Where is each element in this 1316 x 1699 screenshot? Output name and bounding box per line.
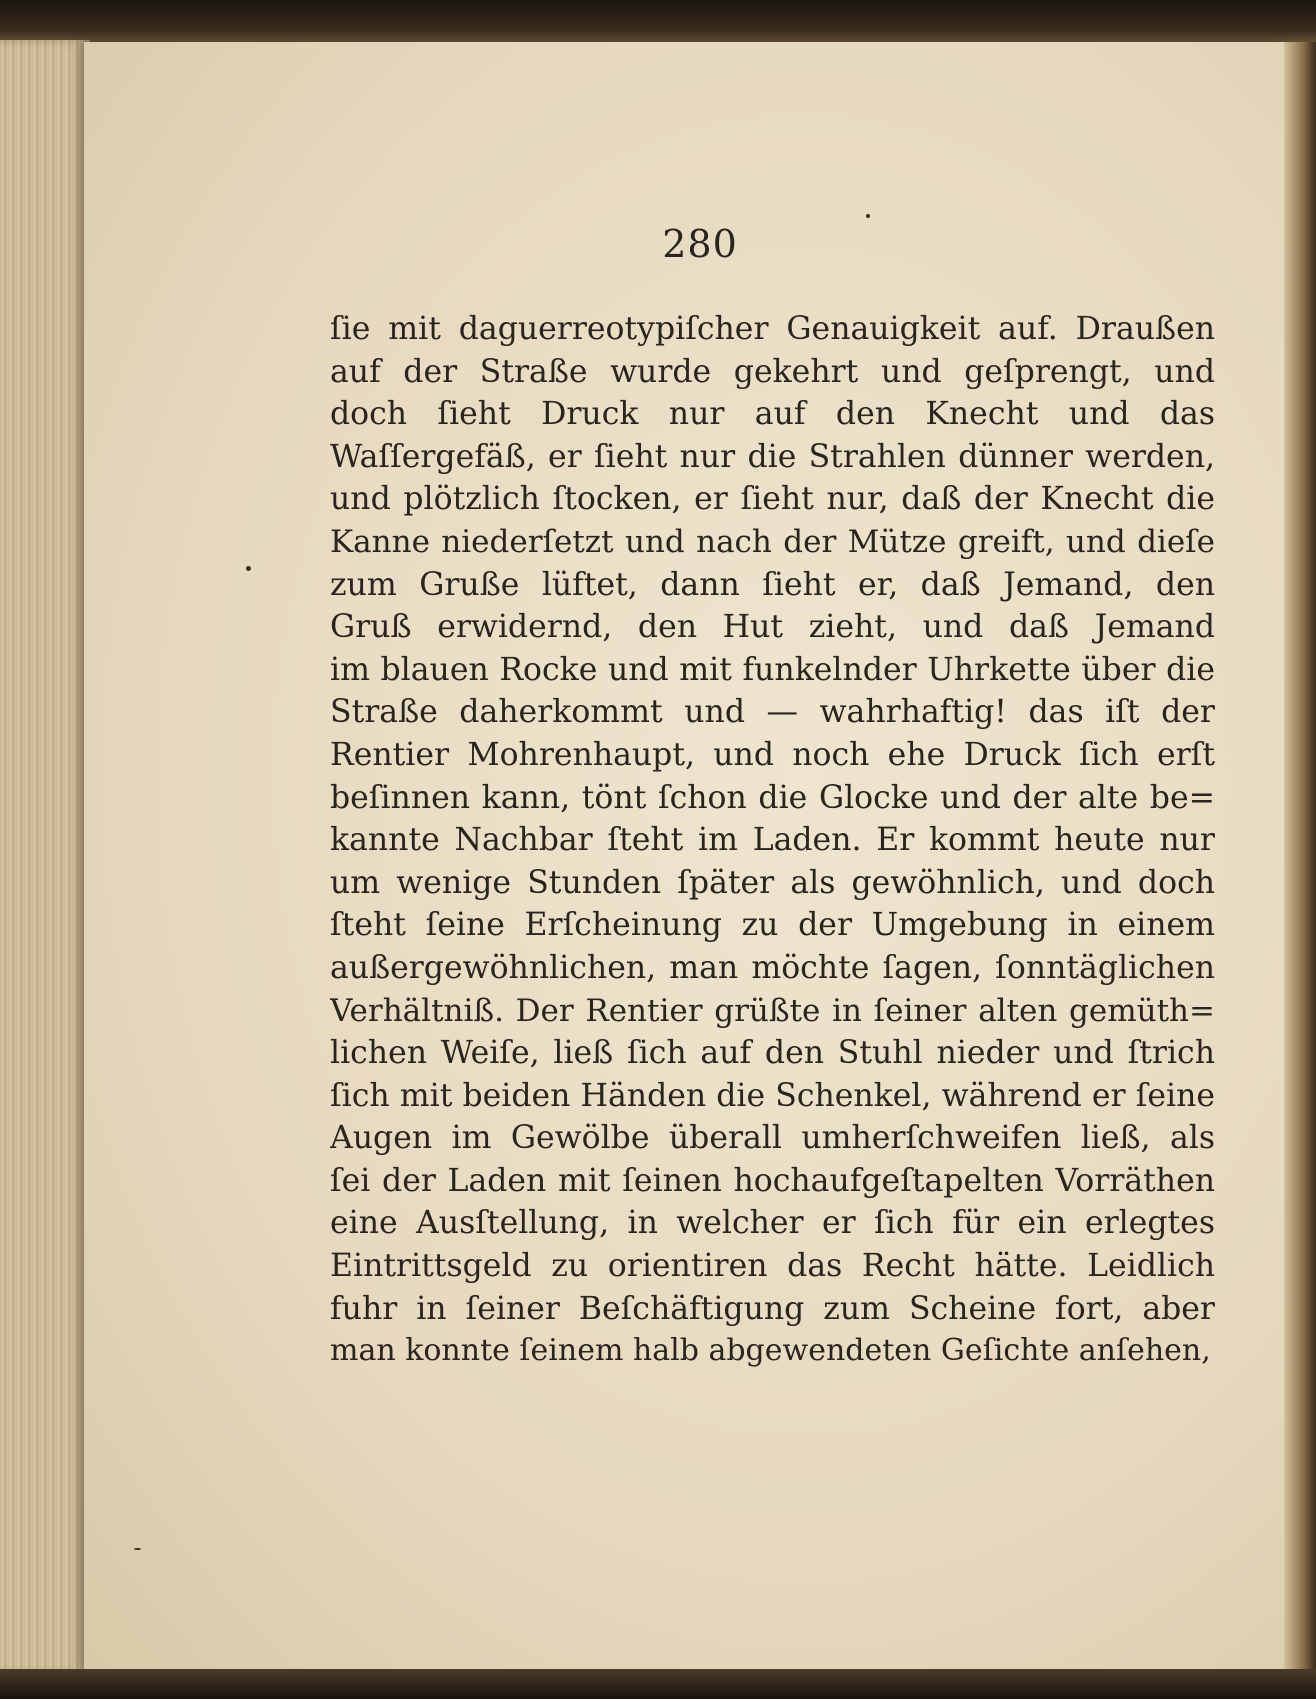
paper-speck bbox=[866, 214, 870, 218]
text-line: Straße daherkommt und — wahrhaftig! das iſt der bbox=[330, 694, 1215, 731]
body-text bbox=[330, 308, 1215, 1373]
text-line: auf der Straße wurde gekehrt und geſprengt, und bbox=[330, 353, 1215, 390]
text-line: Eintrittsgeld zu orientiren das Recht hätte. Leidlich bbox=[330, 1248, 1215, 1285]
text-line: um wenige Stunden ſpäter als gewöhnlich, und doch bbox=[330, 864, 1215, 901]
text-line: Waſſergefäß, er ſieht nur die Strahlen dünner werden, bbox=[330, 438, 1215, 475]
text-line: im blauen Rocke und mit funkelnder Uhrkette über die bbox=[330, 651, 1215, 688]
book-bottom-edge bbox=[0, 1669, 1316, 1699]
text-line: eine Ausſtellung, in welcher er ſich für ein erlegtes bbox=[330, 1205, 1215, 1242]
text-line: Gruß erwidernd, den Hut zieht, und daß Jemand bbox=[330, 609, 1215, 646]
text-line: lichen Weiſe, ließ ſich auf den Stuhl nieder und ſtrich bbox=[330, 1035, 1215, 1072]
text-line: Augen im Gewölbe überall umherſchweifen ließ, als bbox=[330, 1120, 1215, 1157]
left-page-stack bbox=[0, 40, 90, 1675]
text-line: fuhr in ſeiner Beſchäftigung zum Scheine fort, aber bbox=[330, 1290, 1215, 1327]
book-binding-edge bbox=[1284, 42, 1316, 1672]
text-line: zum Gruße lüftet, dann ſieht er, daß Jemand, den bbox=[330, 566, 1215, 603]
text-line: ſei der Laden mit ſeinen hochaufgeſtapelten Vorräthen bbox=[330, 1162, 1215, 1199]
page-number: 280 bbox=[662, 222, 738, 266]
text-line: außergewöhnlichen, man möchte ſagen, ſonntäglichen bbox=[330, 949, 1215, 986]
paper-speck bbox=[134, 1548, 141, 1550]
text-line: Verhältniß. Der Rentier grüßte in ſeiner alten gemüth= bbox=[330, 992, 1215, 1029]
text-line: Rentier Mohrenhaupt, und noch ehe Druck ſich erſt bbox=[330, 736, 1215, 773]
text-line: man konnte ſeinem halb abgewendeten Geſichte anſehen, bbox=[330, 1333, 1211, 1369]
book-top-edge bbox=[0, 0, 1316, 44]
text-line: ſie mit daguerreotypiſcher Genauigkeit auf. Draußen bbox=[330, 311, 1215, 347]
text-line: ſich mit beiden Händen die Schenkel, während er ſeine bbox=[330, 1077, 1215, 1114]
text-line: beſinnen kann, tönt ſchon die Glocke und der alte be= bbox=[330, 779, 1215, 816]
text-line: ſteht ſeine Erſcheinung zu der Umgebung in einem bbox=[330, 907, 1215, 944]
text-line: doch ſieht Druck nur auf den Knecht und das bbox=[330, 396, 1215, 433]
text-line: kannte Nachbar ſteht im Laden. Er kommt heute nur bbox=[330, 822, 1215, 859]
paper-speck bbox=[246, 566, 251, 571]
text-line: Kanne niederſetzt und nach der Mütze greift, und dieſe bbox=[330, 523, 1215, 560]
text-line: und plötzlich ſtocken, er ſieht nur, daß der Knecht die bbox=[330, 481, 1215, 518]
